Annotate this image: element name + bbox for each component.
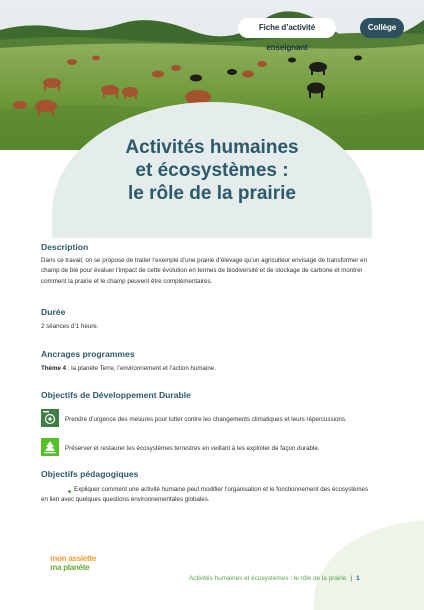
level-badge: Collège — [360, 18, 404, 38]
footer-decoration — [314, 520, 424, 610]
sdg-heading: Objectifs de Développement Durable — [41, 390, 191, 400]
climate-action-icon — [41, 409, 59, 427]
life-on-land-icon — [41, 438, 59, 456]
page-title — [52, 136, 372, 205]
program-theme-text: : la planète Terre, l’environnement et l’action humaine. — [66, 365, 216, 372]
objectives-text: Expliquer comment une activité humaine peut modifier l’organisation et le fonctionnement des écosystèmes en lien avec quelques questions environnementales globales. — [41, 486, 369, 504]
title-line-3: le rôle de la prairie — [128, 183, 296, 204]
description-heading: Description — [41, 242, 89, 252]
footer-running-title — [189, 575, 360, 582]
sheet-type-badge: Fiche d’activité enseignant — [238, 18, 336, 38]
duration-text: 2 séances d’1 heure. — [41, 323, 99, 330]
program-text — [41, 364, 386, 374]
logo-line-2: ma planète — [50, 562, 90, 572]
description-text: Dans ce travail, on se propose de traiter l’exemple d’une prairie d’élevage qu’un agriculteur envisage de transformer en champ de blé pour évaluer l’impact de cette évolution en termes de biodiversité et de stockage de carbone et montrer comment la prairie et le champ peuvent être complémentaires. — [41, 257, 368, 285]
brand-logo — [50, 554, 110, 572]
title-line-1: Activités humaines — [125, 137, 299, 158]
logo-line-1: mon assiette — [50, 553, 96, 563]
program-theme-label: Thème 4 — [41, 365, 67, 372]
objectives-heading: Objectifs pédagogiques — [41, 469, 139, 479]
footer-doc-title: Activités humaines et écosystèmes : le rôle de la prairie — [189, 575, 347, 582]
footer-separator: | — [350, 575, 353, 582]
program-heading: Ancrages programmes — [41, 349, 135, 359]
sdg-item-climate-text: Prendre d’urgence des mesures pour lutter contre les changements climatiques et leurs répercussions. — [65, 416, 347, 423]
sdg-item-land-text: Préserver et restaurer les écosystèmes terrestres en veillant à les exploiter de façon durable. — [65, 445, 320, 452]
duration-heading: Durée — [41, 307, 66, 317]
page-number: 1 — [356, 575, 360, 582]
title-line-2: et écosystèmes : — [135, 160, 289, 181]
